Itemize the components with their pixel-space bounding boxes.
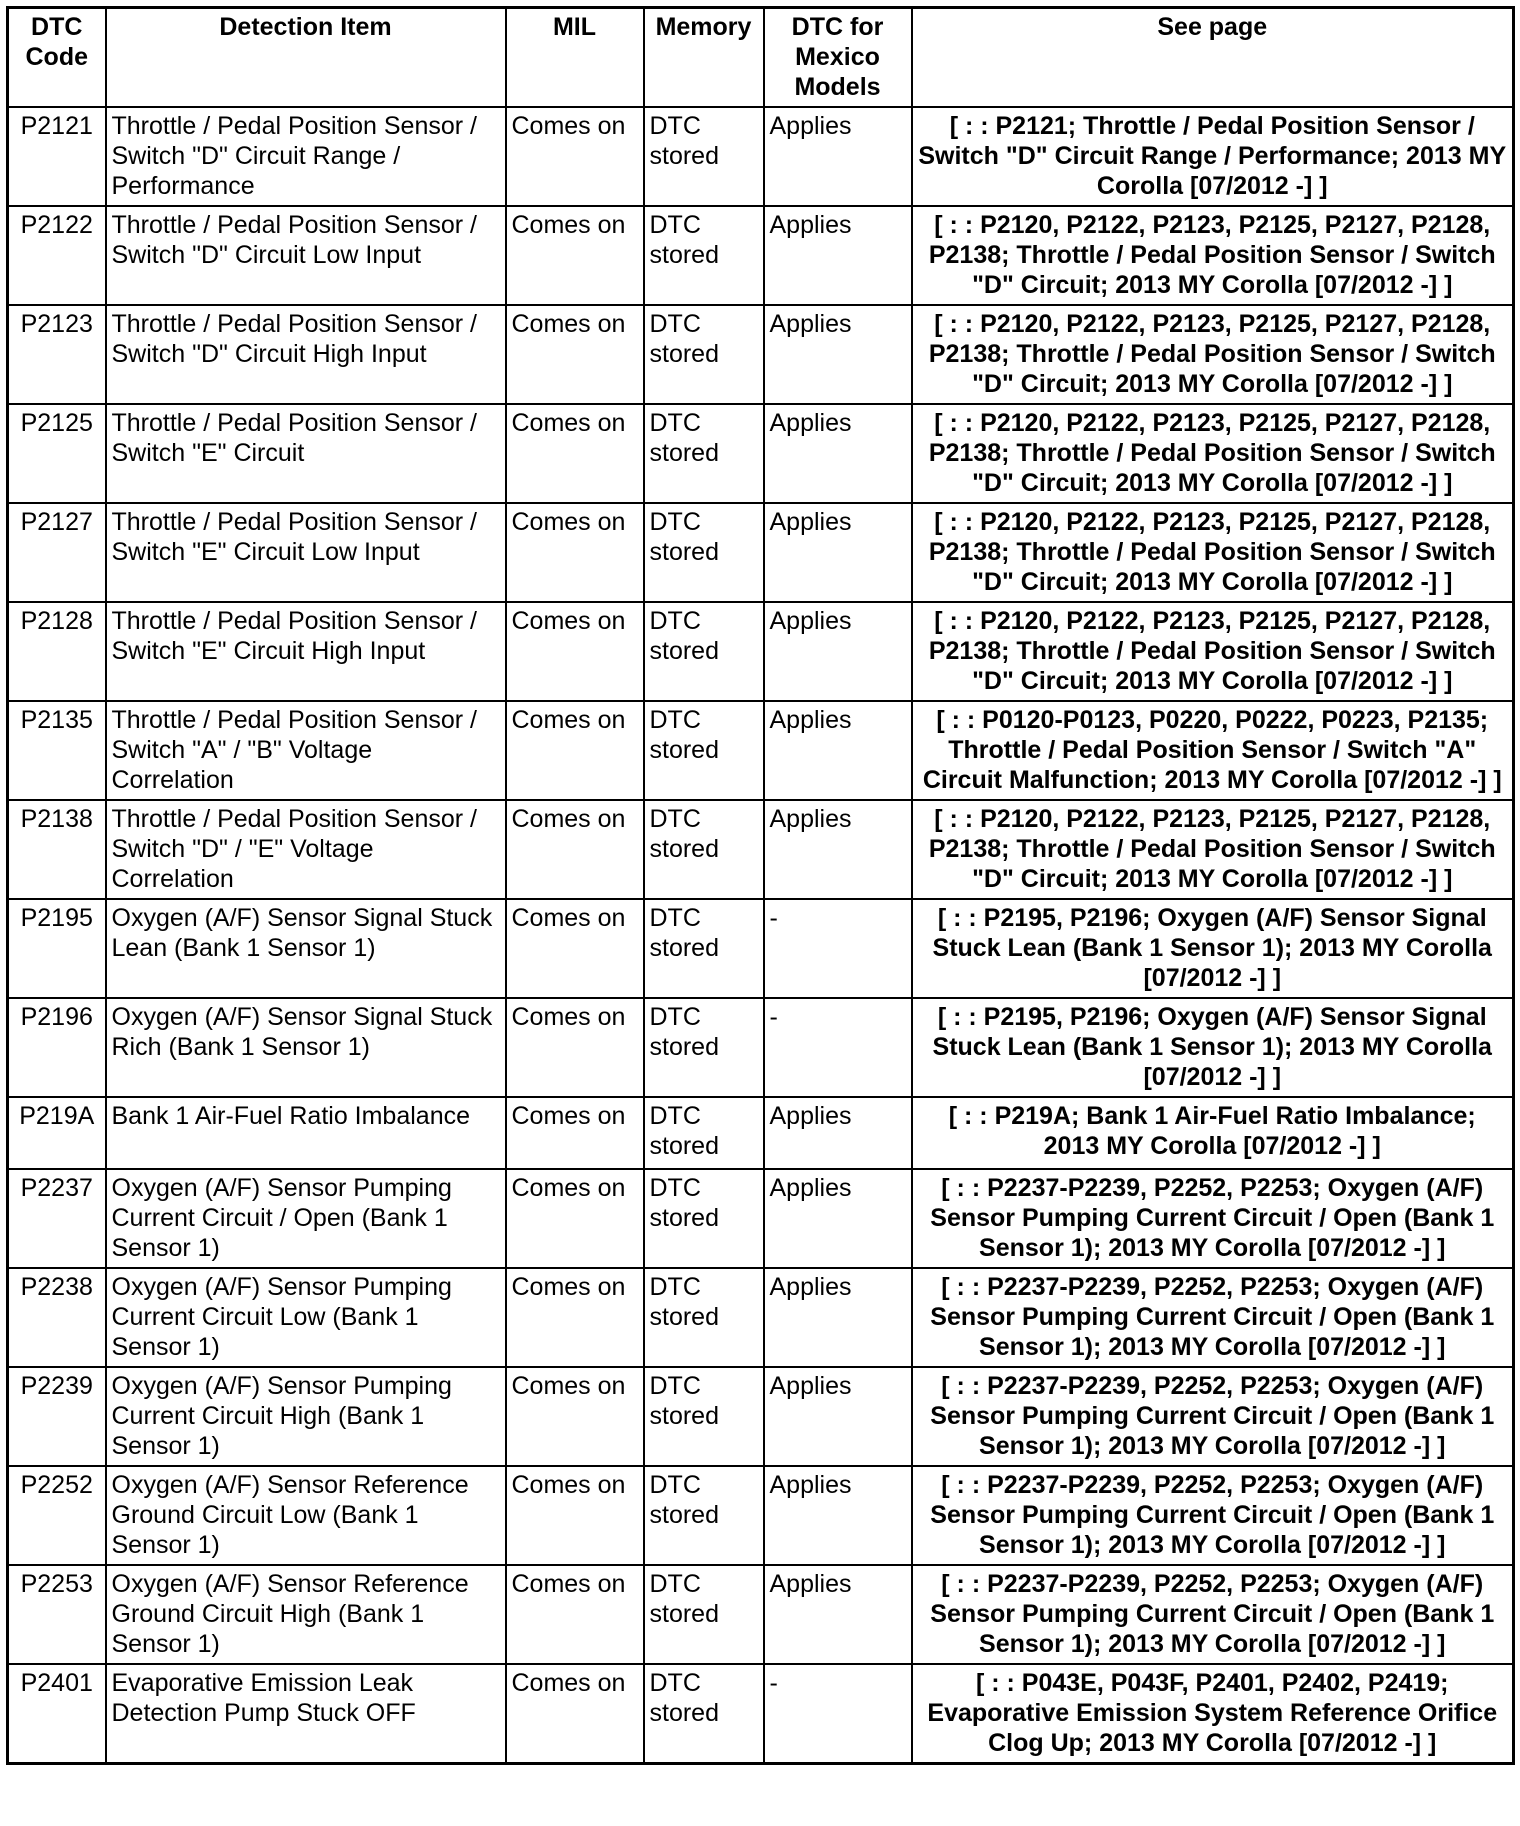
detection-item: Evaporative Emission Leak Detection Pump Stuck OFF [106,1664,506,1764]
dtc-code: P2123 [8,305,106,404]
see-page-link[interactable]: [ : : P2195, P2196; Oxygen (A/F) Sensor Signal Stuck Lean (Bank 1 Sensor 1); 2013 MY Corolla [07/2012 -] ] [912,899,1514,998]
detection-item: Throttle / Pedal Position Sensor / Switch "D" Circuit Low Input [106,206,506,305]
see-page-link[interactable]: [ : : P2120, P2122, P2123, P2125, P2127, P2128, P2138; Throttle / Pedal Position Sensor / Switch "D" Circuit; 2013 MY Corolla [07/2012 -] ] [912,602,1514,701]
memory-status: DTC stored [644,602,764,701]
mexico-applicability: Applies [764,1097,912,1169]
table-row [8,206,1514,305]
table-row [8,1664,1514,1764]
dtc-code: P2237 [8,1169,106,1268]
see-page-link[interactable]: [ : : P2120, P2122, P2123, P2125, P2127, P2128, P2138; Throttle / Pedal Position Sensor / Switch "D" Circuit; 2013 MY Corolla [07/2012 -] ] [912,404,1514,503]
mexico-applicability: Applies [764,503,912,602]
mil-status: Comes on [506,503,644,602]
mil-status: Comes on [506,800,644,899]
dtc-code: P2253 [8,1565,106,1664]
table-row [8,899,1514,998]
memory-status: DTC stored [644,206,764,305]
mil-status: Comes on [506,1565,644,1664]
mexico-applicability: Applies [764,305,912,404]
detection-item: Throttle / Pedal Position Sensor / Switch "E" Circuit Low Input [106,503,506,602]
detection-item: Oxygen (A/F) Sensor Pumping Current Circuit High (Bank 1 Sensor 1) [106,1367,506,1466]
dtc-code: P2252 [8,1466,106,1565]
table-row [8,1565,1514,1664]
memory-status: DTC stored [644,404,764,503]
detection-item: Oxygen (A/F) Sensor Reference Ground Circuit High (Bank 1 Sensor 1) [106,1565,506,1664]
detection-item: Throttle / Pedal Position Sensor / Switch "D" / "E" Voltage Correlation [106,800,506,899]
table-row [8,107,1514,206]
detection-item: Oxygen (A/F) Sensor Reference Ground Circuit Low (Bank 1 Sensor 1) [106,1466,506,1565]
mexico-applicability: - [764,998,912,1097]
dtc-code: P2196 [8,998,106,1097]
table-row [8,1097,1514,1169]
mexico-applicability: Applies [764,1466,912,1565]
mil-status: Comes on [506,998,644,1097]
memory-status: DTC stored [644,998,764,1097]
dtc-code: P2238 [8,1268,106,1367]
header-detection-item: Detection Item [106,8,506,108]
dtc-code: P2195 [8,899,106,998]
see-page-link[interactable]: [ : : P043E, P043F, P2401, P2402, P2419; Evaporative Emission System Reference Orifice Clog Up; 2013 MY Corolla [07/2012 -] ] [912,1664,1514,1764]
mil-status: Comes on [506,1268,644,1367]
mexico-applicability: Applies [764,206,912,305]
detection-item: Throttle / Pedal Position Sensor / Switch "D" Circuit High Input [106,305,506,404]
memory-status: DTC stored [644,305,764,404]
dtc-code: P2125 [8,404,106,503]
see-page-link[interactable]: [ : : P2120, P2122, P2123, P2125, P2127, P2128, P2138; Throttle / Pedal Position Sensor / Switch "D" Circuit; 2013 MY Corolla [07/2012 -] ] [912,305,1514,404]
memory-status: DTC stored [644,1565,764,1664]
see-page-link[interactable]: [ : : P2120, P2122, P2123, P2125, P2127, P2128, P2138; Throttle / Pedal Position Sensor / Switch "D" Circuit; 2013 MY Corolla [07/2012 -] ] [912,206,1514,305]
dtc-code: P2122 [8,206,106,305]
mil-status: Comes on [506,1367,644,1466]
dtc-table-sheet [6,6,1515,1765]
dtc-code: P2121 [8,107,106,206]
mexico-applicability: Applies [764,404,912,503]
dtc-code: P2135 [8,701,106,800]
mil-status: Comes on [506,1097,644,1169]
mexico-applicability: Applies [764,1367,912,1466]
table-row [8,1466,1514,1565]
memory-status: DTC stored [644,1097,764,1169]
mexico-applicability: Applies [764,800,912,899]
detection-item: Oxygen (A/F) Sensor Pumping Current Circuit Low (Bank 1 Sensor 1) [106,1268,506,1367]
mexico-applicability: Applies [764,1169,912,1268]
see-page-link[interactable]: [ : : P219A; Bank 1 Air-Fuel Ratio Imbalance; 2013 MY Corolla [07/2012 -] ] [912,1097,1514,1169]
memory-status: DTC stored [644,1367,764,1466]
table-row [8,503,1514,602]
header-mexico-models [764,8,912,108]
detection-item: Oxygen (A/F) Sensor Pumping Current Circuit / Open (Bank 1 Sensor 1) [106,1169,506,1268]
memory-status: DTC stored [644,899,764,998]
mil-status: Comes on [506,1169,644,1268]
header-dtc-code [8,8,106,108]
header-mexico-line-1: DTC for [791,13,884,41]
detection-item: Oxygen (A/F) Sensor Signal Stuck Lean (Bank 1 Sensor 1) [106,899,506,998]
memory-status: DTC stored [644,800,764,899]
mil-status: Comes on [506,701,644,800]
detection-item: Throttle / Pedal Position Sensor / Switch "D" Circuit Range / Performance [106,107,506,206]
table-header-row [8,8,1514,108]
mil-status: Comes on [506,206,644,305]
dtc-code: P2128 [8,602,106,701]
header-mexico-line-2: Mexico [795,43,880,71]
mexico-applicability: - [764,1664,912,1764]
header-mexico-line-3: Models [794,73,881,101]
header-see-page: See page [912,8,1514,108]
mil-status: Comes on [506,1466,644,1565]
header-mil: MIL [506,8,644,108]
dtc-code: P2239 [8,1367,106,1466]
header-dtc-code-line-2: Code [25,43,88,71]
see-page-link[interactable]: [ : : P2195, P2196; Oxygen (A/F) Sensor Signal Stuck Lean (Bank 1 Sensor 1); 2013 MY Corolla [07/2012 -] ] [912,998,1514,1097]
memory-status: DTC stored [644,1466,764,1565]
header-memory: Memory [644,8,764,108]
dtc-code: P219A [8,1097,106,1169]
see-page-link[interactable]: [ : : P0120-P0123, P0220, P0222, P0223, P2135; Throttle / Pedal Position Sensor / Switch "A" Circuit Malfunction; 2013 MY Corolla [07/2012 -] ] [912,701,1514,800]
mexico-applicability: Applies [764,602,912,701]
mexico-applicability: Applies [764,107,912,206]
see-page-link[interactable]: [ : : P2237-P2239, P2252, P2253; Oxygen (A/F) Sensor Pumping Current Circuit / Open (Bank 1 Sensor 1); 2013 MY Corolla [07/2012 -] ] [912,1169,1514,1268]
memory-status: DTC stored [644,701,764,800]
mil-status: Comes on [506,602,644,701]
see-page-link[interactable]: [ : : P2120, P2122, P2123, P2125, P2127, P2128, P2138; Throttle / Pedal Position Sensor / Switch "D" Circuit; 2013 MY Corolla [07/2012 -] ] [912,503,1514,602]
mexico-applicability: Applies [764,1268,912,1367]
detection-item: Throttle / Pedal Position Sensor / Switch "E" Circuit High Input [106,602,506,701]
mil-status: Comes on [506,1664,644,1764]
header-dtc-code-line-1: DTC [31,13,83,41]
detection-item: Bank 1 Air-Fuel Ratio Imbalance [106,1097,506,1169]
see-page-link[interactable]: [ : : P2237-P2239, P2252, P2253; Oxygen (A/F) Sensor Pumping Current Circuit / Open (Bank 1 Sensor 1); 2013 MY Corolla [07/2012 -] ] [912,1466,1514,1565]
see-page-link[interactable]: [ : : P2237-P2239, P2252, P2253; Oxygen (A/F) Sensor Pumping Current Circuit / Open (Bank 1 Sensor 1); 2013 MY Corolla [07/2012 -] ] [912,1565,1514,1664]
table-row [8,404,1514,503]
memory-status: DTC stored [644,1664,764,1764]
table-row [8,1367,1514,1466]
mil-status: Comes on [506,404,644,503]
table-row [8,800,1514,899]
mexico-applicability: Applies [764,1565,912,1664]
table-row [8,1268,1514,1367]
memory-status: DTC stored [644,1268,764,1367]
mexico-applicability: Applies [764,701,912,800]
detection-item: Throttle / Pedal Position Sensor / Switch "A" / "B" Voltage Correlation [106,701,506,800]
mil-status: Comes on [506,305,644,404]
dtc-code: P2138 [8,800,106,899]
memory-status: DTC stored [644,107,764,206]
memory-status: DTC stored [644,1169,764,1268]
table-row [8,602,1514,701]
see-page-link[interactable]: [ : : P2120, P2122, P2123, P2125, P2127, P2128, P2138; Throttle / Pedal Position Sensor / Switch "D" Circuit; 2013 MY Corolla [07/2012 -] ] [912,800,1514,899]
dtc-code: P2401 [8,1664,106,1764]
dtc-table [6,6,1515,1765]
mil-status: Comes on [506,107,644,206]
detection-item: Oxygen (A/F) Sensor Signal Stuck Rich (Bank 1 Sensor 1) [106,998,506,1097]
see-page-link[interactable]: [ : : P2237-P2239, P2252, P2253; Oxygen (A/F) Sensor Pumping Current Circuit / Open (Bank 1 Sensor 1); 2013 MY Corolla [07/2012 -] ] [912,1268,1514,1367]
see-page-link[interactable]: [ : : P2121; Throttle / Pedal Position Sensor / Switch "D" Circuit Range / Performance; 2013 MY Corolla [07/2012 -] ] [912,107,1514,206]
table-row [8,1169,1514,1268]
memory-status: DTC stored [644,503,764,602]
mil-status: Comes on [506,899,644,998]
see-page-link[interactable]: [ : : P2237-P2239, P2252, P2253; Oxygen (A/F) Sensor Pumping Current Circuit / Open (Bank 1 Sensor 1); 2013 MY Corolla [07/2012 -] ] [912,1367,1514,1466]
table-row [8,701,1514,800]
mexico-applicability: - [764,899,912,998]
detection-item: Throttle / Pedal Position Sensor / Switch "E" Circuit [106,404,506,503]
table-row [8,305,1514,404]
table-row [8,998,1514,1097]
dtc-code: P2127 [8,503,106,602]
